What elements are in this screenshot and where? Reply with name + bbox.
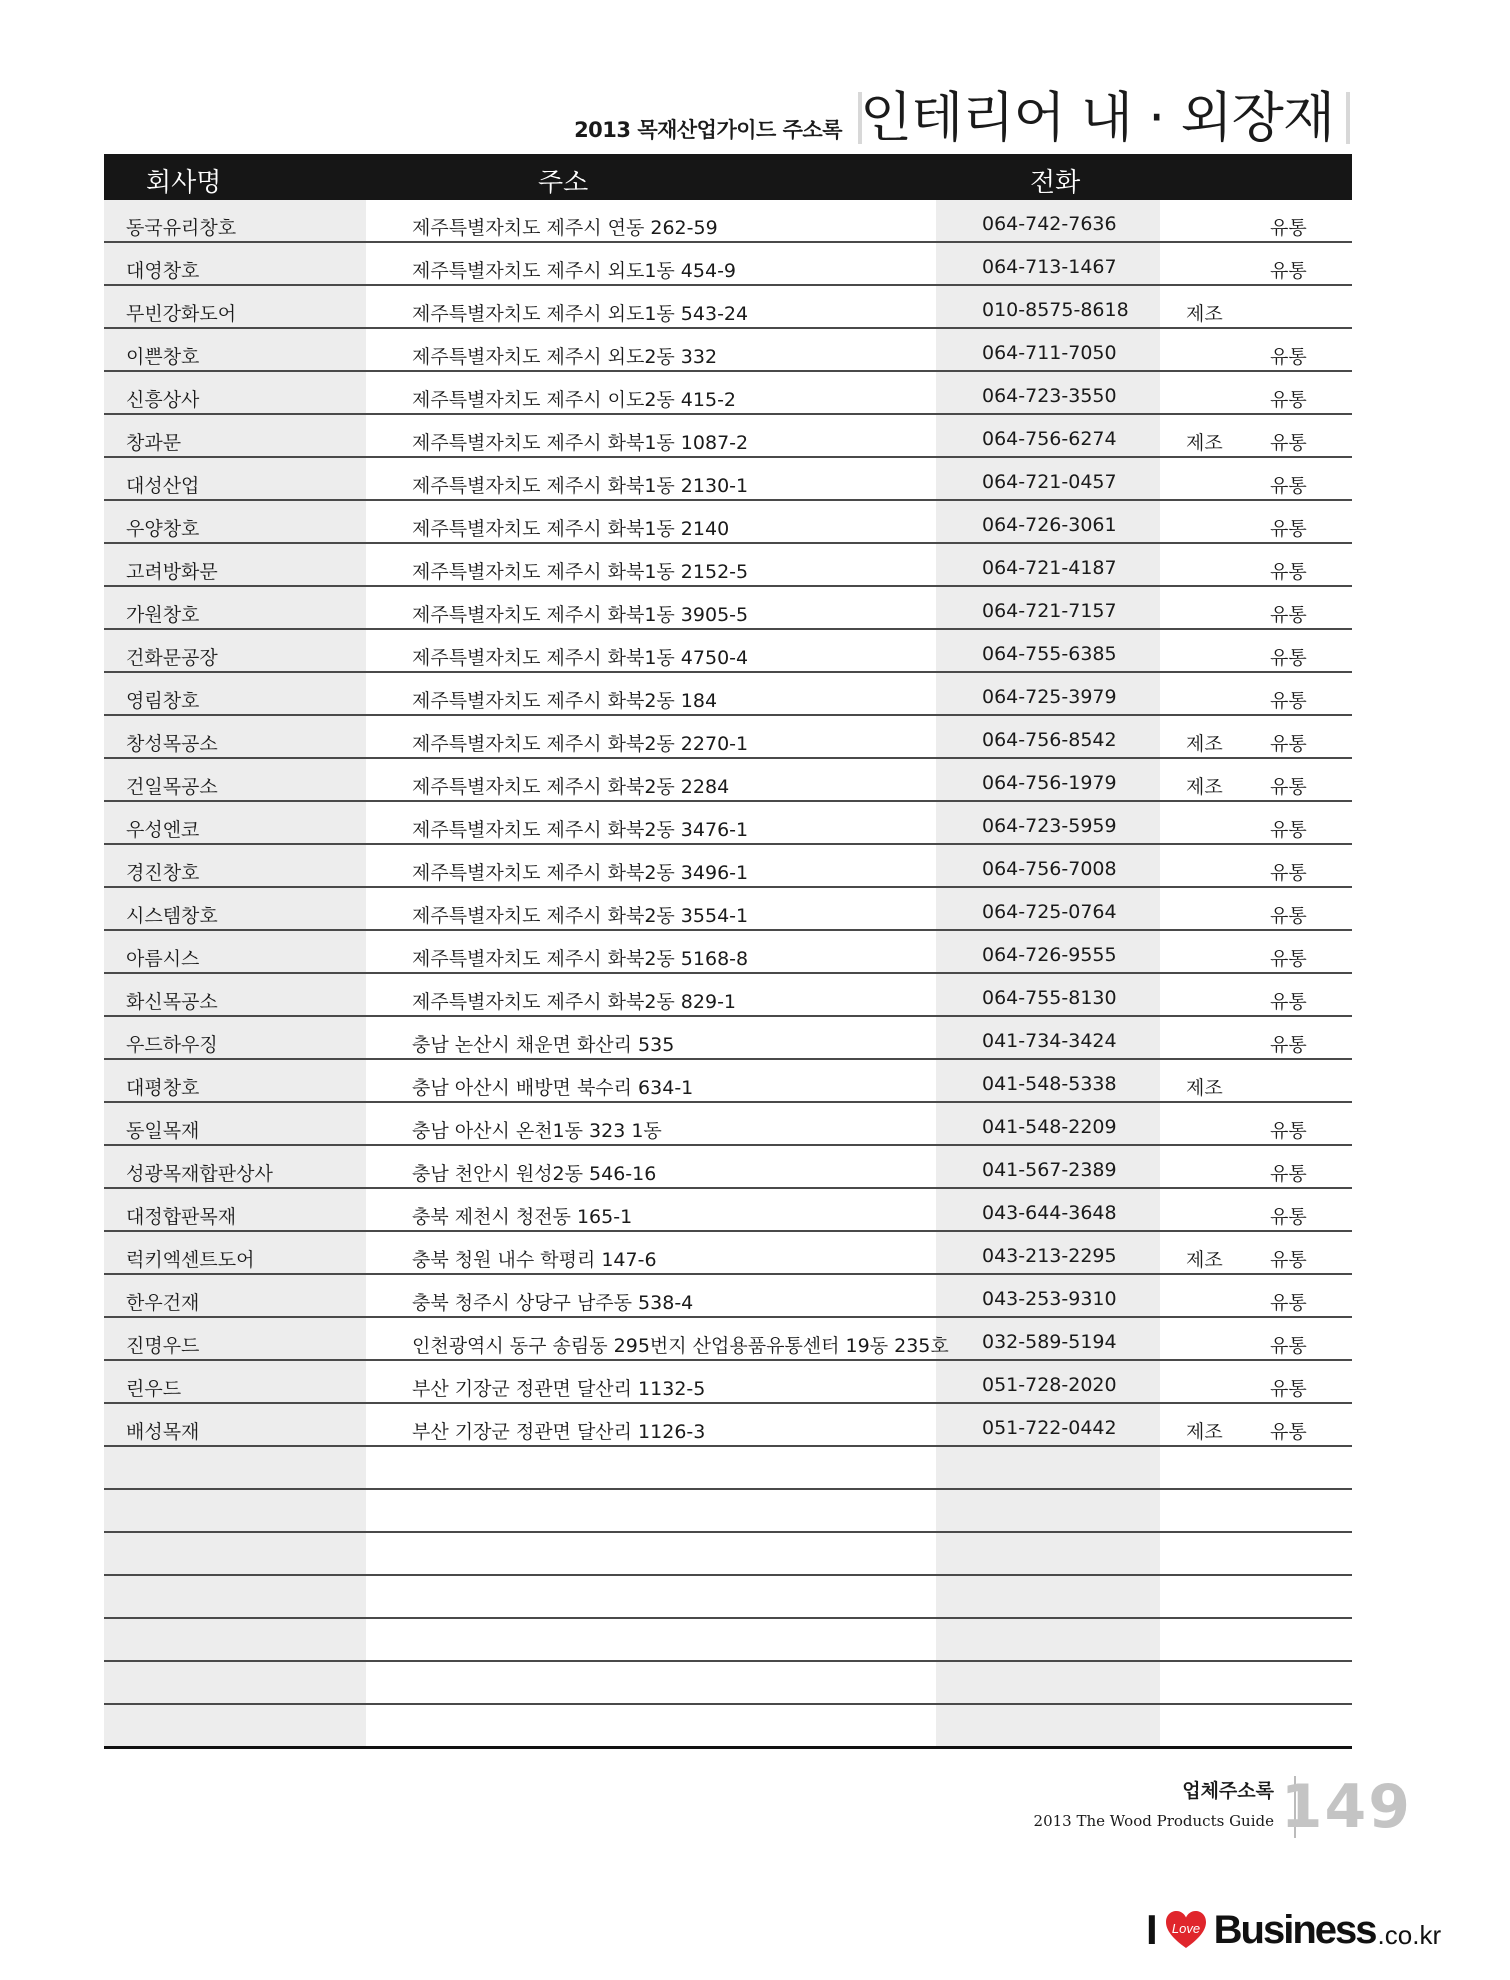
table-row xyxy=(104,286,1352,329)
company-address: 부산 기장군 정관면 달산리 1126-3 xyxy=(412,1421,706,1443)
company-address: 충남 아산시 온천1동 323 1동 xyxy=(412,1120,662,1142)
company-address: 제주특별자치도 제주시 화북2동 829-1 xyxy=(412,991,737,1013)
distribution-flag: 유통 xyxy=(1270,260,1307,282)
company-address: 제주특별자치도 제주시 화북2동 5168-8 xyxy=(412,948,749,970)
company-name: 가원창호 xyxy=(126,604,200,626)
company-name: 아름시스 xyxy=(126,948,200,970)
heart-icon xyxy=(1164,1908,1208,1952)
distribution-flag: 유통 xyxy=(1270,991,1307,1013)
brand-love: Love xyxy=(1171,1921,1200,1936)
table-row xyxy=(104,931,1352,974)
table-row xyxy=(104,329,1352,372)
empty-table-row xyxy=(104,1447,1352,1490)
company-address: 제주특별자치도 제주시 연동 262-59 xyxy=(412,217,718,239)
company-address: 인천광역시 동구 송림동 295번지 산업용품유통센터 19동 235호 xyxy=(412,1335,949,1357)
company-name: 성광목재합판상사 xyxy=(126,1163,273,1185)
table-row xyxy=(104,974,1352,1017)
company-phone: 064-721-0457 xyxy=(982,471,1117,493)
table-row xyxy=(104,759,1352,802)
column-header-phone: 전화 xyxy=(1030,168,1081,198)
empty-table-row xyxy=(104,1619,1352,1662)
column-header-name: 회사명 xyxy=(146,168,222,198)
company-name: 우양창호 xyxy=(126,518,200,540)
table-row xyxy=(104,845,1352,888)
company-phone: 064-723-3550 xyxy=(982,385,1117,407)
manufacturing-flag: 제조 xyxy=(1186,776,1223,798)
company-address: 충남 논산시 채운면 화산리 535 xyxy=(412,1034,675,1056)
distribution-flag: 유통 xyxy=(1270,1421,1307,1443)
table-row xyxy=(104,243,1352,286)
table-row xyxy=(104,501,1352,544)
guide-subtitle: 2013 목재산업가이드 주소록 xyxy=(574,118,842,142)
company-name: 우성엔코 xyxy=(126,819,200,841)
distribution-flag: 유통 xyxy=(1270,690,1307,712)
footer-section-label: 업체주소록 xyxy=(1182,1780,1274,1802)
distribution-flag: 유통 xyxy=(1270,948,1307,970)
table-row xyxy=(104,888,1352,931)
company-address: 부산 기장군 정관면 달산리 1132-5 xyxy=(412,1378,706,1400)
empty-table-row xyxy=(104,1490,1352,1533)
empty-table-row xyxy=(104,1705,1352,1746)
company-name: 럭키엑센트도어 xyxy=(126,1249,255,1271)
company-name: 한우건재 xyxy=(126,1292,200,1314)
table-row xyxy=(104,1017,1352,1060)
company-phone: 064-713-1467 xyxy=(982,256,1117,278)
distribution-flag: 유통 xyxy=(1270,1206,1307,1228)
company-phone: 064-756-8542 xyxy=(982,729,1117,751)
company-address: 제주특별자치도 제주시 외도1동 454-9 xyxy=(412,260,737,282)
table-row xyxy=(104,1275,1352,1318)
distribution-flag: 유통 xyxy=(1270,1292,1307,1314)
company-phone: 064-726-9555 xyxy=(982,944,1117,966)
company-address: 제주특별자치도 제주시 화북1동 4750-4 xyxy=(412,647,749,669)
company-phone: 064-742-7636 xyxy=(982,213,1117,235)
page-footer xyxy=(1000,1772,1420,1852)
distribution-flag: 유통 xyxy=(1270,217,1307,239)
company-phone: 043-253-9310 xyxy=(982,1288,1117,1310)
manufacturing-flag: 제조 xyxy=(1186,1077,1223,1099)
company-address: 충북 제천시 청전동 165-1 xyxy=(412,1206,633,1228)
company-phone: 051-722-0442 xyxy=(982,1417,1117,1439)
distribution-flag: 유통 xyxy=(1270,518,1307,540)
company-phone: 041-734-3424 xyxy=(982,1030,1117,1052)
company-phone: 064-711-7050 xyxy=(982,342,1117,364)
company-address: 제주특별자치도 제주시 외도1동 543-24 xyxy=(412,303,749,325)
company-address: 충남 천안시 원성2동 546-16 xyxy=(412,1163,657,1185)
company-name: 배성목재 xyxy=(126,1421,200,1443)
table-row xyxy=(104,802,1352,845)
table-row xyxy=(104,630,1352,673)
company-name: 이쁜창호 xyxy=(126,346,200,368)
company-name: 무빈강화도어 xyxy=(126,303,237,325)
distribution-flag: 유통 xyxy=(1270,561,1307,583)
distribution-flag: 유통 xyxy=(1270,647,1307,669)
distribution-flag: 유통 xyxy=(1270,1335,1307,1357)
table-row xyxy=(104,1103,1352,1146)
company-name: 건일목공소 xyxy=(126,776,218,798)
company-name: 건화문공장 xyxy=(126,647,218,669)
company-address: 제주특별자치도 제주시 화북1동 2140 xyxy=(412,518,730,540)
distribution-flag: 유통 xyxy=(1270,1163,1307,1185)
company-phone: 051-728-2020 xyxy=(982,1374,1117,1396)
column-header-address: 주소 xyxy=(538,168,589,198)
header-divider-right xyxy=(1346,92,1350,144)
company-name: 대평창호 xyxy=(126,1077,200,1099)
manufacturing-flag: 제조 xyxy=(1186,733,1223,755)
company-phone: 064-755-8130 xyxy=(982,987,1117,1009)
section-title: 인테리어 내 · 외장재 xyxy=(860,86,1334,149)
company-address: 제주특별자치도 제주시 화북2동 184 xyxy=(412,690,718,712)
table-header xyxy=(104,154,1352,200)
company-address: 제주특별자치도 제주시 화북1동 1087-2 xyxy=(412,432,749,454)
table-row xyxy=(104,673,1352,716)
company-phone: 064-721-4187 xyxy=(982,557,1117,579)
table-row xyxy=(104,200,1352,243)
company-address: 제주특별자치도 제주시 화북2동 2284 xyxy=(412,776,730,798)
distribution-flag: 유통 xyxy=(1270,862,1307,884)
distribution-flag: 유통 xyxy=(1270,1378,1307,1400)
table-row xyxy=(104,1404,1352,1447)
table-body xyxy=(104,200,1352,1746)
company-phone: 010-8575-8618 xyxy=(982,299,1129,321)
company-name: 화신목공소 xyxy=(126,991,218,1013)
company-address: 충남 아산시 배방면 북수리 634-1 xyxy=(412,1077,694,1099)
company-name: 영림창호 xyxy=(126,690,200,712)
company-phone: 064-756-7008 xyxy=(982,858,1117,880)
company-address: 제주특별자치도 제주시 이도2동 415-2 xyxy=(412,389,737,411)
company-phone: 032-589-5194 xyxy=(982,1331,1117,1353)
company-phone: 043-213-2295 xyxy=(982,1245,1117,1267)
distribution-flag: 유통 xyxy=(1270,432,1307,454)
company-address: 제주특별자치도 제주시 화북2동 3496-1 xyxy=(412,862,749,884)
distribution-flag: 유통 xyxy=(1270,389,1307,411)
brand-tld: .co.kr xyxy=(1377,1919,1442,1950)
company-address: 제주특별자치도 제주시 화북1동 3905-5 xyxy=(412,604,749,626)
brand-i: I xyxy=(1146,1906,1158,1953)
distribution-flag: 유통 xyxy=(1270,776,1307,798)
company-phone: 041-548-2209 xyxy=(982,1116,1117,1138)
distribution-flag: 유통 xyxy=(1270,1249,1307,1271)
table-row xyxy=(104,544,1352,587)
company-phone: 064-726-3061 xyxy=(982,514,1117,536)
company-address: 충북 청원 내수 학평리 147-6 xyxy=(412,1249,657,1271)
manufacturing-flag: 제조 xyxy=(1186,303,1223,325)
table-row xyxy=(104,1232,1352,1275)
footer-guide-name: 2013 The Wood Products Guide xyxy=(1033,1812,1274,1830)
company-name: 창성목공소 xyxy=(126,733,218,755)
company-address: 제주특별자치도 제주시 화북2동 2270-1 xyxy=(412,733,749,755)
table-row xyxy=(104,415,1352,458)
distribution-flag: 유통 xyxy=(1270,346,1307,368)
distribution-flag: 유통 xyxy=(1270,475,1307,497)
company-name: 동국유리창호 xyxy=(126,217,237,239)
distribution-flag: 유통 xyxy=(1270,733,1307,755)
company-address: 제주특별자치도 제주시 화북2동 3476-1 xyxy=(412,819,749,841)
company-phone: 064-721-7157 xyxy=(982,600,1117,622)
company-name: 동일목재 xyxy=(126,1120,200,1142)
company-name: 시스템창호 xyxy=(126,905,218,927)
manufacturing-flag: 제조 xyxy=(1186,1249,1223,1271)
distribution-flag: 유통 xyxy=(1270,1034,1307,1056)
company-name: 대영창호 xyxy=(126,260,200,282)
company-phone: 041-548-5338 xyxy=(982,1073,1117,1095)
company-phone: 043-644-3648 xyxy=(982,1202,1117,1224)
page-number: 149 xyxy=(1280,1772,1412,1842)
brand-business: Business xyxy=(1213,1907,1376,1952)
distribution-flag: 유통 xyxy=(1270,604,1307,626)
table-bottom-rule xyxy=(104,1746,1352,1749)
empty-table-row xyxy=(104,1662,1352,1705)
company-name: 경진창호 xyxy=(126,862,200,884)
company-address: 제주특별자치도 제주시 화북2동 3554-1 xyxy=(412,905,749,927)
manufacturing-flag: 제조 xyxy=(1186,432,1223,454)
company-name: 린우드 xyxy=(126,1378,182,1400)
company-phone: 064-756-6274 xyxy=(982,428,1117,450)
company-phone: 064-725-0764 xyxy=(982,901,1117,923)
company-name: 신흥상사 xyxy=(126,389,200,411)
manufacturing-flag: 제조 xyxy=(1186,1421,1223,1443)
table-row xyxy=(104,1189,1352,1232)
distribution-flag: 유통 xyxy=(1270,819,1307,841)
table-row xyxy=(104,1060,1352,1103)
table-row xyxy=(104,372,1352,415)
company-name: 고려방화문 xyxy=(126,561,218,583)
company-phone: 064-723-5959 xyxy=(982,815,1117,837)
page-header xyxy=(104,86,1350,149)
company-phone: 064-755-6385 xyxy=(982,643,1117,665)
table-row xyxy=(104,1146,1352,1189)
company-address: 충북 청주시 상당구 남주동 538-4 xyxy=(412,1292,694,1314)
company-name: 진명우드 xyxy=(126,1335,200,1357)
company-address: 제주특별자치도 제주시 외도2동 332 xyxy=(412,346,718,368)
table-row xyxy=(104,1318,1352,1361)
table-row xyxy=(104,458,1352,501)
table-row xyxy=(104,587,1352,630)
company-name: 대성산업 xyxy=(126,475,200,497)
directory-table xyxy=(104,154,1352,1749)
empty-table-row xyxy=(104,1533,1352,1576)
table-row xyxy=(104,1361,1352,1404)
empty-table-row xyxy=(104,1576,1352,1619)
company-address: 제주특별자치도 제주시 화북1동 2130-1 xyxy=(412,475,749,497)
distribution-flag: 유통 xyxy=(1270,1120,1307,1142)
company-phone: 041-567-2389 xyxy=(982,1159,1117,1181)
company-phone: 064-725-3979 xyxy=(982,686,1117,708)
brand-logo xyxy=(1146,1900,1441,1960)
company-name: 우드하우징 xyxy=(126,1034,218,1056)
company-name: 창과문 xyxy=(126,432,182,454)
company-name: 대정합판목재 xyxy=(126,1206,237,1228)
distribution-flag: 유통 xyxy=(1270,905,1307,927)
table-row xyxy=(104,716,1352,759)
company-address: 제주특별자치도 제주시 화북1동 2152-5 xyxy=(412,561,749,583)
company-phone: 064-756-1979 xyxy=(982,772,1117,794)
